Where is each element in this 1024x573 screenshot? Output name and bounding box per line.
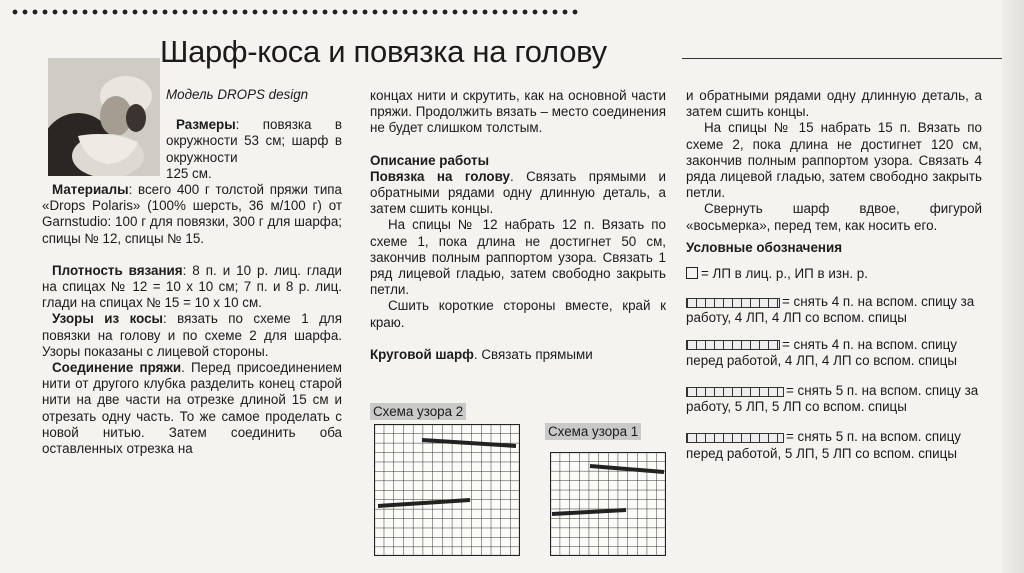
legend-item-2 bbox=[686, 337, 982, 369]
article-title: Шарф-коса и повязка на голову bbox=[160, 34, 607, 69]
cable-4-front-icon bbox=[686, 340, 780, 350]
legend-item-square bbox=[686, 266, 982, 282]
page-edge-shadow bbox=[1002, 0, 1024, 573]
band-text: . Связать прямыми и обратными рядами одну длинную деталь, а затем сшить концы. bbox=[370, 168, 666, 217]
sizes-paragraph bbox=[166, 117, 342, 166]
cable-5-front-icon bbox=[686, 433, 784, 443]
patterns-paragraph bbox=[42, 311, 342, 360]
column-1 bbox=[42, 87, 342, 457]
column-3 bbox=[686, 88, 982, 462]
legend-4-text: = снять 5 п. на вспом. спицу перед работой, 5 ЛП, 5 ЛП со вспом. спицы bbox=[686, 429, 961, 461]
join-continuation: концах нити и скрутить, как на основной части пряжи. Продолжить вязать – место соединения не будет слишком толстым. bbox=[370, 88, 666, 136]
legend-1-text: = снять 4 п. на вспом. спицу за работу, 4 ЛП, 4 ЛП со вспом. спицы bbox=[686, 294, 975, 326]
scarf-text: . Связать прямыми bbox=[473, 346, 593, 362]
materials-label: Материалы bbox=[52, 182, 129, 198]
scheme-1-label: Схема узора 1 bbox=[545, 423, 641, 440]
scarf-continuation: и обратными рядами одну длинную деталь, а затем сшить концы. bbox=[686, 88, 982, 120]
band-paragraph-3: Сшить короткие стороны вместе, край к краю. bbox=[370, 298, 666, 330]
legend-item-3 bbox=[686, 383, 982, 415]
band-label: Повязка на голову bbox=[370, 168, 510, 184]
legend-2-text: = снять 4 п. на вспом. спицу перед работой, 4 ЛП, 4 ЛП со вспом. спицы bbox=[686, 336, 957, 368]
density-label: Плотность вязания bbox=[52, 262, 183, 278]
legend-item-1 bbox=[686, 294, 982, 326]
scarf-label: Круговой шарф bbox=[370, 346, 474, 362]
join-text: . Перед присоединением нити от другого клубка разделить конец старой нити на две части на отрезке длиной 15 см и отрезать одну часть. То же самое проделать с новой нитью. Затем соединить оба оставленных отрезка на bbox=[42, 360, 342, 457]
sizes-text-end: 125 см. bbox=[166, 165, 212, 181]
sizes-text: : повязка в окружности 53 см; шарф в окружности bbox=[166, 117, 342, 165]
join-paragraph bbox=[42, 360, 342, 457]
join-label: Соединение пряжи bbox=[52, 360, 182, 376]
column-2 bbox=[370, 88, 666, 363]
scheme-2-label: Схема узора 2 bbox=[370, 403, 466, 420]
decorative-dot-border bbox=[10, 6, 580, 20]
density-paragraph bbox=[42, 263, 342, 312]
scarf-paragraph-3: Свернуть шарф вдвое, фигурой «восьмерка», перед тем, как носить его. bbox=[686, 201, 982, 233]
sizes-label: Размеры bbox=[176, 117, 236, 133]
cable-5-back-icon bbox=[686, 387, 784, 397]
cable-4-back-icon bbox=[686, 298, 780, 308]
materials-text: : всего 400 г толстой пряжи типа «Drops Polaris» (100% шерсть, 36 м/100 г) от Garnstudio: 100 г для повязки, 300 г для шарфа; спицы № 12, спицы № 15. bbox=[42, 182, 342, 246]
legend-item-4 bbox=[686, 429, 982, 461]
title-rule bbox=[682, 58, 1024, 59]
scarf-paragraph-2: На спицы № 15 набрать 15 п. Вязать по схеме 2, пока длина не достигнет 120 см, закончив полным раппортом узора. Связать 4 ряда лицевой гладью, затем свободно закрыть петли. bbox=[686, 120, 982, 201]
band-paragraph bbox=[370, 169, 666, 218]
legend-3-text: = снять 5 п. на вспом. спицу за работу, 5 ЛП, 5 ЛП со вспом. спицы bbox=[686, 383, 979, 415]
patterns-label: Узоры из косы bbox=[52, 311, 163, 327]
density-text: : 8 п. и 10 р. лиц. глади на спицах № 12 = 10 х 10 см; 7 п. и 8 р. лиц. глади на спицах № 15 = 10 х 10 см. bbox=[42, 262, 342, 311]
knit-square-icon bbox=[686, 267, 698, 279]
work-heading: Описание работы bbox=[370, 152, 490, 168]
legend-square-text: = ЛП в лиц. р., ИП в изн. р. bbox=[701, 266, 868, 282]
patterns-text: : вязать по схеме 1 для повязки на голову и по схеме 2 для шарфа. Узоры показаны с лицевой стороны. bbox=[42, 311, 342, 359]
scarf-paragraph bbox=[370, 347, 666, 363]
legend-heading: Условные обозначения bbox=[686, 239, 843, 255]
model-credit: Модель DROPS design bbox=[166, 87, 309, 102]
scheme-1-grid bbox=[550, 452, 666, 556]
materials-paragraph bbox=[42, 182, 342, 247]
band-paragraph-2: На спицы № 12 набрать 12 п. Вязать по схеме 1, пока длина не достигнет 50 см, закончив полным раппортом узора. Связать 1 ряд лицевой гладью, затем свободно закрыть петли. bbox=[370, 217, 666, 298]
scheme-2-grid bbox=[374, 424, 520, 556]
